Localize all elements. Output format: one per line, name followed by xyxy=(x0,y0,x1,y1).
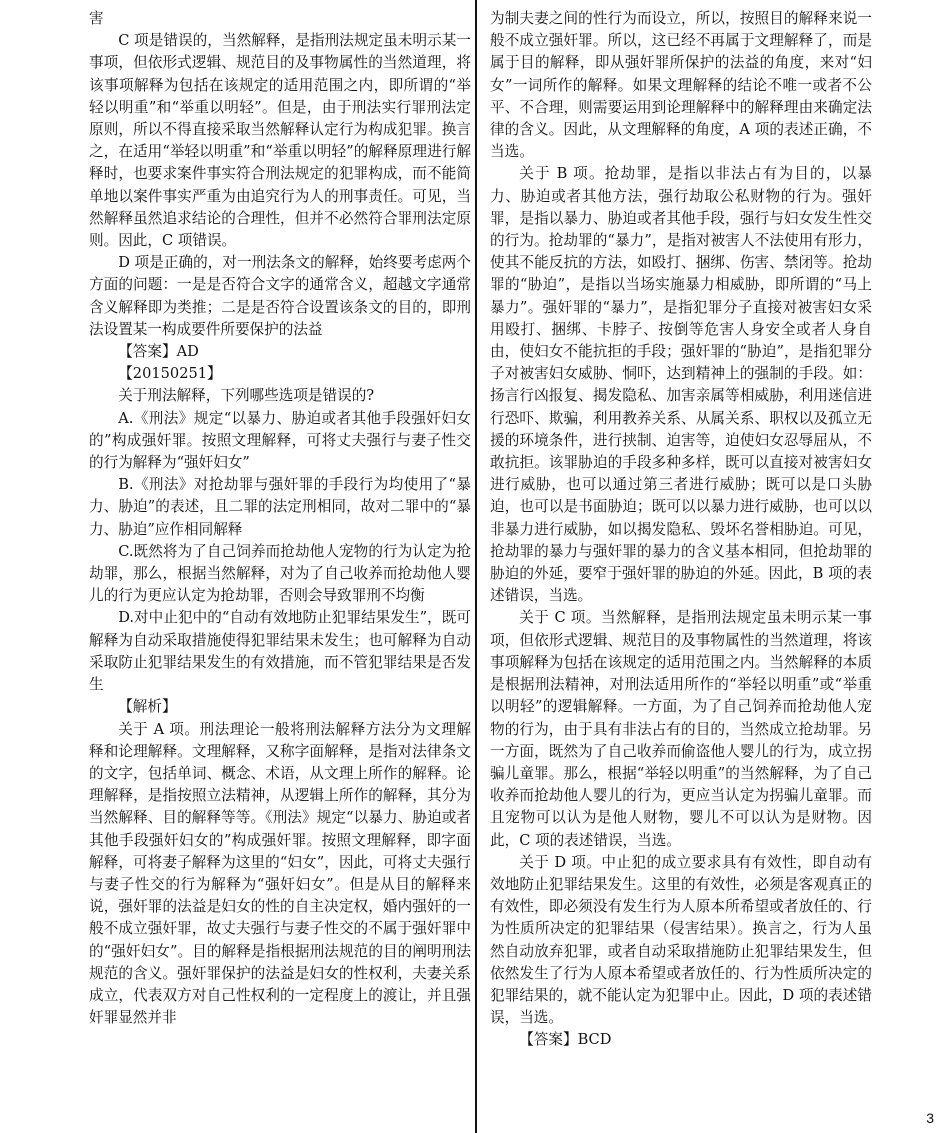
left-column-paragraph: C.既然将为了自己饲养而抢劫他人宠物的行为认定为抢劫罪，那么，根据当然解释，对为了自己收养而抢劫他人婴儿的行为更应认定为抢劫罪，否则会导致罪刑不均衡 xyxy=(89,542,471,605)
left-column-paragraph: C 项是错误的，当然解释，是指刑法规定虽未明示某一事项，但依形式逻辑、规范目的及事物属性的当然道理，将该事项解释为包括在该规定的适用范围之内，即所谓的“举轻以明重”和“举重以明轻”。但是，由于刑法实行罪刑法定原则，所以不得直接采取当然解释认定行为构成犯罪。换言之，在适用“举轻以明重”和“举重以明轻”的解释原理进行解释时，也要求案件事实符合刑法规定的犯罪构成，而不能简单地以案件事实严重为由追究行为人的刑事责任。可见，当然解释虽然追求结论的合理性，但并不必然符合罪刑法定原则。因此，C 项错误。 xyxy=(89,32,471,250)
left-column-paragraph: 害 xyxy=(89,10,104,27)
left-column-paragraph: 【解析】 xyxy=(118,698,177,716)
right-column-paragraph: 关于 C 项。当然解释，是指刑法规定虽未明示某一事项，但依形式逻辑、规范目的及事物属性的当然道理，将该事项解释为包括在该规定的适用范围之内。当然解释的本质是根据刑法精神，对刑法适用所作的“举轻以明重”或“举重以明轻”的逻辑解释。一方面，为了自己饲养而抢劫他人宠物的行为，由于具有非法占有的目的，当然成立抢劫罪。另一方面，既然为了自己收养而偷盗他人婴儿的行为，成立拐骗儿童罪。那么，根据“举轻以明重”的当然解释，为了自己收养而抢劫他人婴儿的行为，更应当认定为拐骗儿童罪。而且宠物可以认为是他人财物，婴儿不可以认为是财物。因此，C 项的表述错误，当选。 xyxy=(490,609,872,849)
page-number: 3 xyxy=(926,1110,934,1126)
right-column-paragraph: 【答案】BCD xyxy=(519,1031,612,1049)
right-column-paragraph: 关于 B 项。抢劫罪，是指以非法占有为目的，以暴力、胁迫或者其他方法，强行劫取公私财物的行为。强奸罪，是指以暴力、胁迫或者其他手段，强行与妇女发生性交的行为。抢劫罪的“暴力”，是指对被害人不法使用有形力，使其不能反抗的方法，如殴打、捆绑、伤害、禁闭等。抢劫罪的“胁迫”，是指以当场实施暴力相威胁，即所谓的“马上暴力”。强奸罪的“暴力”，是指犯罪分子直接对被害妇女采用殴打、捆绑、卡脖子、按倒等危害人身安全或者人身自由，使妇女不能抗拒的手段；强奸罪的“胁迫”，是指犯罪分子对被害妇女威胁、恫吓，达到精神上的强制的手段。如：扬言行凶报复、揭发隐私、加害亲属等相威胁，利用迷信进行恐吓、欺骗，利用教养关系、从属关系、职权以及孤立无援的环境条件，进行挟制、迫害等，迫使妇女忍辱屈从，不敢抗拒。该罪胁迫的手段多种多样，既可以直接对被害妇女进行威胁，也可以通过第三者进行威胁；既可以是口头胁迫，也可以是书面胁迫；既可以以暴力进行威胁，也可以以非暴力进行威胁，如以揭发隐私、毁坏名誉相胁迫。可见，抢劫罪的暴力与强奸罪的暴力的含义基本相同，但抢劫罪的胁迫的外延，要窄于强奸罪的胁迫的外延。因此，B 项的表述错误，当选。 xyxy=(490,165,872,605)
left-column-paragraph: A.《刑法》规定“以暴力、胁迫或者其他手段强奸妇女的”构成强奸罪。按照文理解释，可将丈夫强行与妻子性交的行为解释为“强奸妇女” xyxy=(89,409,471,472)
right-column-paragraph: 关于 D 项。中止犯的成立要求具有有效性，即自动有效地防止犯罪结果发生。这里的有效性，必须是客观真正的有效性，即必须没有发生行为人原本所希望或者放任的、行为性质所决定的犯罪结果（侵害结果）。换言之，行为人虽然自动放弃犯罪，或者自动采取措施防止犯罪结果发生，但依然发生了行为人原本希望或者放任的、行为性质所决定的犯罪结果的，就不能认定为犯罪中止。因此，D 项的表述错误，当选。 xyxy=(490,853,872,1027)
left-column xyxy=(89,8,471,1130)
left-column-paragraph: B.《刑法》对抢劫罪与强奸罪的手段行为均使用了“暴力、胁迫”的表述，且二罪的法定刑相同，故对二罪中的“暴力、胁迫”应作相同解释 xyxy=(89,476,471,538)
left-column-paragraph: 关于 A 项。刑法理论一般将刑法解释方法分为文理解释和论理解释。文理解释，又称字面解释，是指对法律条文的文字，包括单词、概念、术语，从文理上所作的解释。论理解释，是指按照立法精神，从逻辑上所作的解释，其分为当然解释、目的解释等等。《刑法》规定“以暴力、胁迫或者其他手段强奸妇女的”构成强奸罪。按照文理解释，即字面解释，可将妻子解释为这里的“妇女”，因此，可将丈夫强行与妻子性交的行为解释为“强奸妇女”。但是从目的解释来说，强奸罪的法益是妇女的性的自主决定权，婚内强奸的一般不成立强奸罪，故丈夫强行与妻子性交的不属于强奸罪中的“强奸妇女”。目的解释是指根据刑法规范的目的阐明刑法规范的含义。强奸罪保护的法益是妇女的性权利，夫妻关系成立，代表双方对自己性权利的一定程度上的渡让，并且强奸罪显然并非 xyxy=(89,720,471,1027)
left-column-paragraph: D 项是正确的，对一刑法条文的解释，始终要考虑两个方面的问题：一是是否符合文字的通常含义，超越文字通常含义解释即为类推；二是是否符合设置该条文的目的，即刑法设置某一构成要件所要保护的法益 xyxy=(89,254,471,338)
left-column-paragraph: 【20150251】 xyxy=(118,365,222,383)
right-column-paragraph: 为制夫妻之间的性行为而设立，所以，按照目的解释来说一般不成立强奸罪。所以，这已经不再属于文理解释了，而是属于目的解释，即从强奸罪所保护的法益的角度，来对“妇女”一词所作的解释。如果文理解释的结论不唯一或者不公平、不合理，则需要运用到论理解释中的解释理由来确定法律的含义。因此，从文理解释的角度，A 项的表述正确，不当选。 xyxy=(490,10,872,161)
right-column xyxy=(490,8,872,1130)
left-column-paragraph: 【答案】AD xyxy=(118,343,199,361)
column-divider xyxy=(475,0,477,1133)
left-column-paragraph: 关于刑法解释，下列哪些选项是错误的? xyxy=(118,387,375,405)
left-column-paragraph: D.对中止犯中的“自动有效地防止犯罪结果发生”，既可解释为自动采取措施使得犯罪结果未发生；也可解释为自动采取防止犯罪结果发生的有效措施，而不管犯罪结果是否发生 xyxy=(89,609,471,694)
